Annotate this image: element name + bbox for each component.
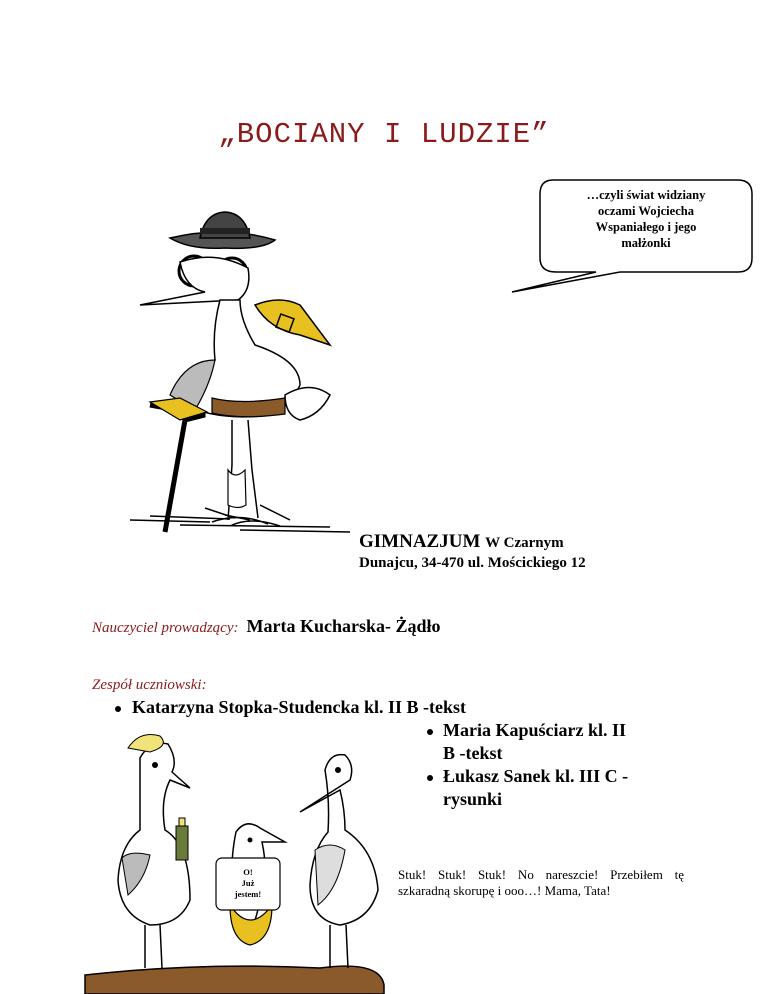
bullet-icon [427,729,433,735]
chick-bubble-line: jestem! [234,889,262,899]
list-item: Katarzyna Stopka-Studencka kl. II B -tekst [132,697,467,717]
list-item: Łukasz Sanek kl. III C - [443,766,629,786]
list-item: rysunki [443,789,503,809]
teacher-row [92,616,441,637]
bubble-line: oczami Wojciecha [598,204,694,218]
teacher-label: Nauczyciel prowadzący: [92,620,239,636]
chick-bubble-line: Już [241,878,255,888]
school-title: GIMNAZJUM [359,531,481,552]
team-label: Zespół uczniowski: [92,677,207,693]
school-address: Dunajcu, 34-470 ul. Mościckiego 12 [359,555,586,571]
caption-text: Stuk! Stuk! Stuk! No nareszcie! Przebiłem tę szkaradną skorupę i ooo…! Mama, Tata! [398,867,684,898]
list-item: Maria Kapuściarz kl. II [443,720,626,740]
bubble-line: Wspaniałego i jego [595,220,697,234]
bubble-line: …czyli świat widziany [586,188,706,202]
teacher-name: Marta Kucharska- Żądło [246,616,441,636]
chick-bubble-line: O! [243,867,253,877]
chick-bubble-text [222,867,274,900]
school-name [359,531,564,553]
bubble-line: małżonki [621,236,671,250]
speech-bubble-text [553,187,739,251]
page-title: „BOCIANY I LUDZIE” [218,118,550,151]
bullet-icon [115,706,121,712]
school-title-suffix: W Czarnym [485,535,564,551]
list-item: B -tekst [443,743,503,763]
bullet-icon [427,775,433,781]
